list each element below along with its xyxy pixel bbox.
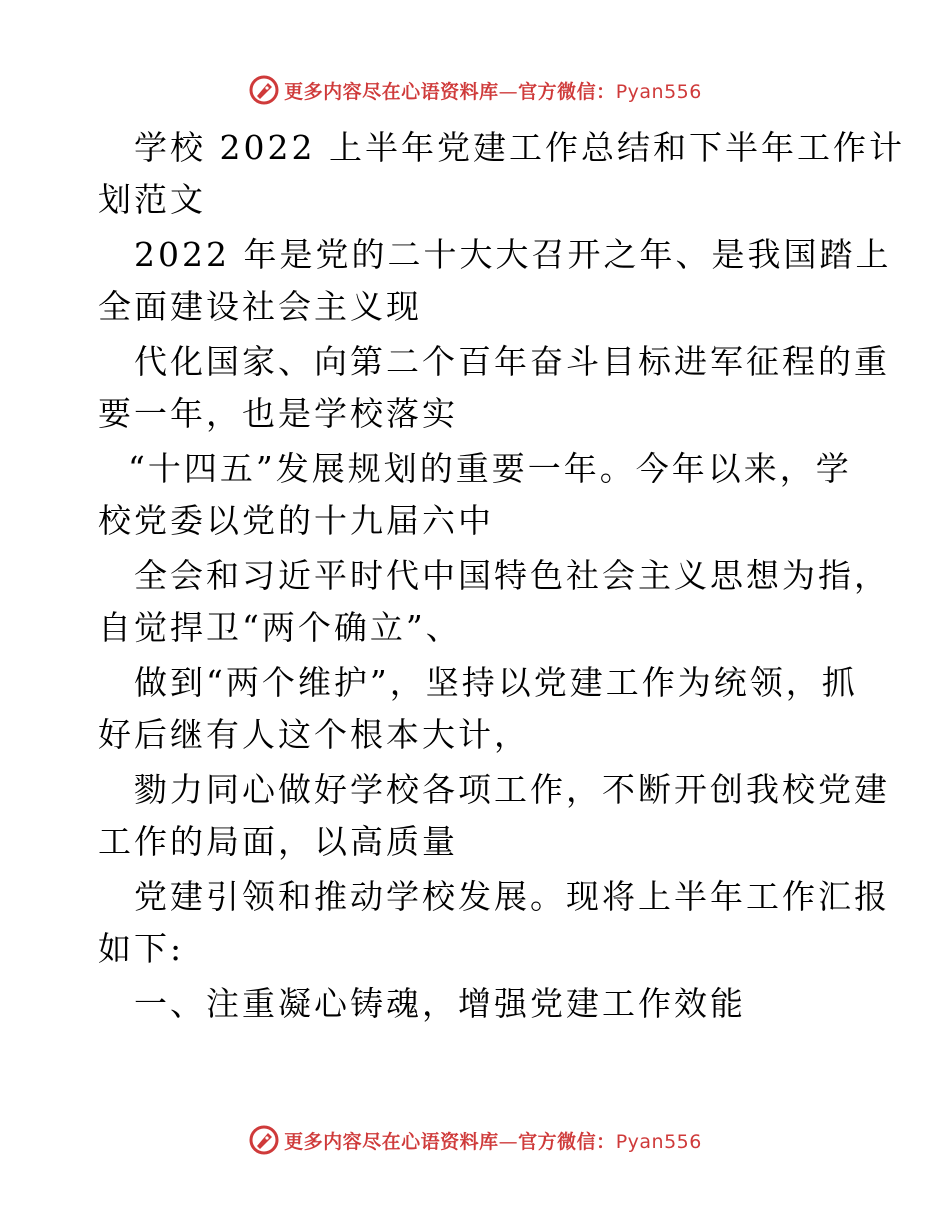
banner-text: 更多内容尽在心语资料库—官方微信：Pyan556 <box>284 80 702 103</box>
paragraph-line: 要一年，也是学校落实 <box>98 394 458 433</box>
paragraph-line: 代化国家、向第二个百年奋斗目标进军征程的重 <box>134 342 890 381</box>
pen-nib-logo-icon <box>248 1124 280 1156</box>
paragraph-line: 全面建设社会主义现 <box>98 287 422 326</box>
footer-banner <box>0 1120 950 1160</box>
doc-title-line-2: 划范文 <box>98 180 206 219</box>
paragraph-line: 如下: <box>98 929 185 968</box>
paragraph-line: “十四五”发展规划的重要一年。今年以来，学 <box>128 449 852 488</box>
paragraph-line: 自觉捍卫“两个确立”、 <box>98 608 462 647</box>
paragraph-line: 好后继有人这个根本大计， <box>98 715 530 754</box>
header-banner <box>0 70 950 110</box>
paragraph-line: 工作的局面，以高质量 <box>98 822 458 861</box>
document-body <box>98 122 905 1030</box>
paragraph-line: 2022 年是党的二十大大召开之年、是我国踏上 <box>134 235 892 274</box>
paragraph-line: 做到“两个维护”，坚持以党建工作为统领，抓 <box>134 663 858 702</box>
pen-nib-logo-icon <box>248 74 280 106</box>
section-heading: 一、注重凝心铸魂，增强党建工作效能 <box>134 984 746 1023</box>
paragraph-line: 全会和习近平时代中国特色社会主义思想为指， <box>134 556 890 595</box>
doc-title-line-1: 学校 2022 上半年党建工作总结和下半年工作计 <box>134 128 905 167</box>
banner-text: 更多内容尽在心语资料库—官方微信：Pyan556 <box>284 1130 702 1153</box>
paragraph-line: 校党委以党的十九届六中 <box>98 501 494 540</box>
paragraph-line: 勠力同心做好学校各项工作，不断开创我校党建 <box>134 770 890 809</box>
paragraph-line: 党建引领和推动学校发展。现将上半年工作汇报 <box>134 877 890 916</box>
